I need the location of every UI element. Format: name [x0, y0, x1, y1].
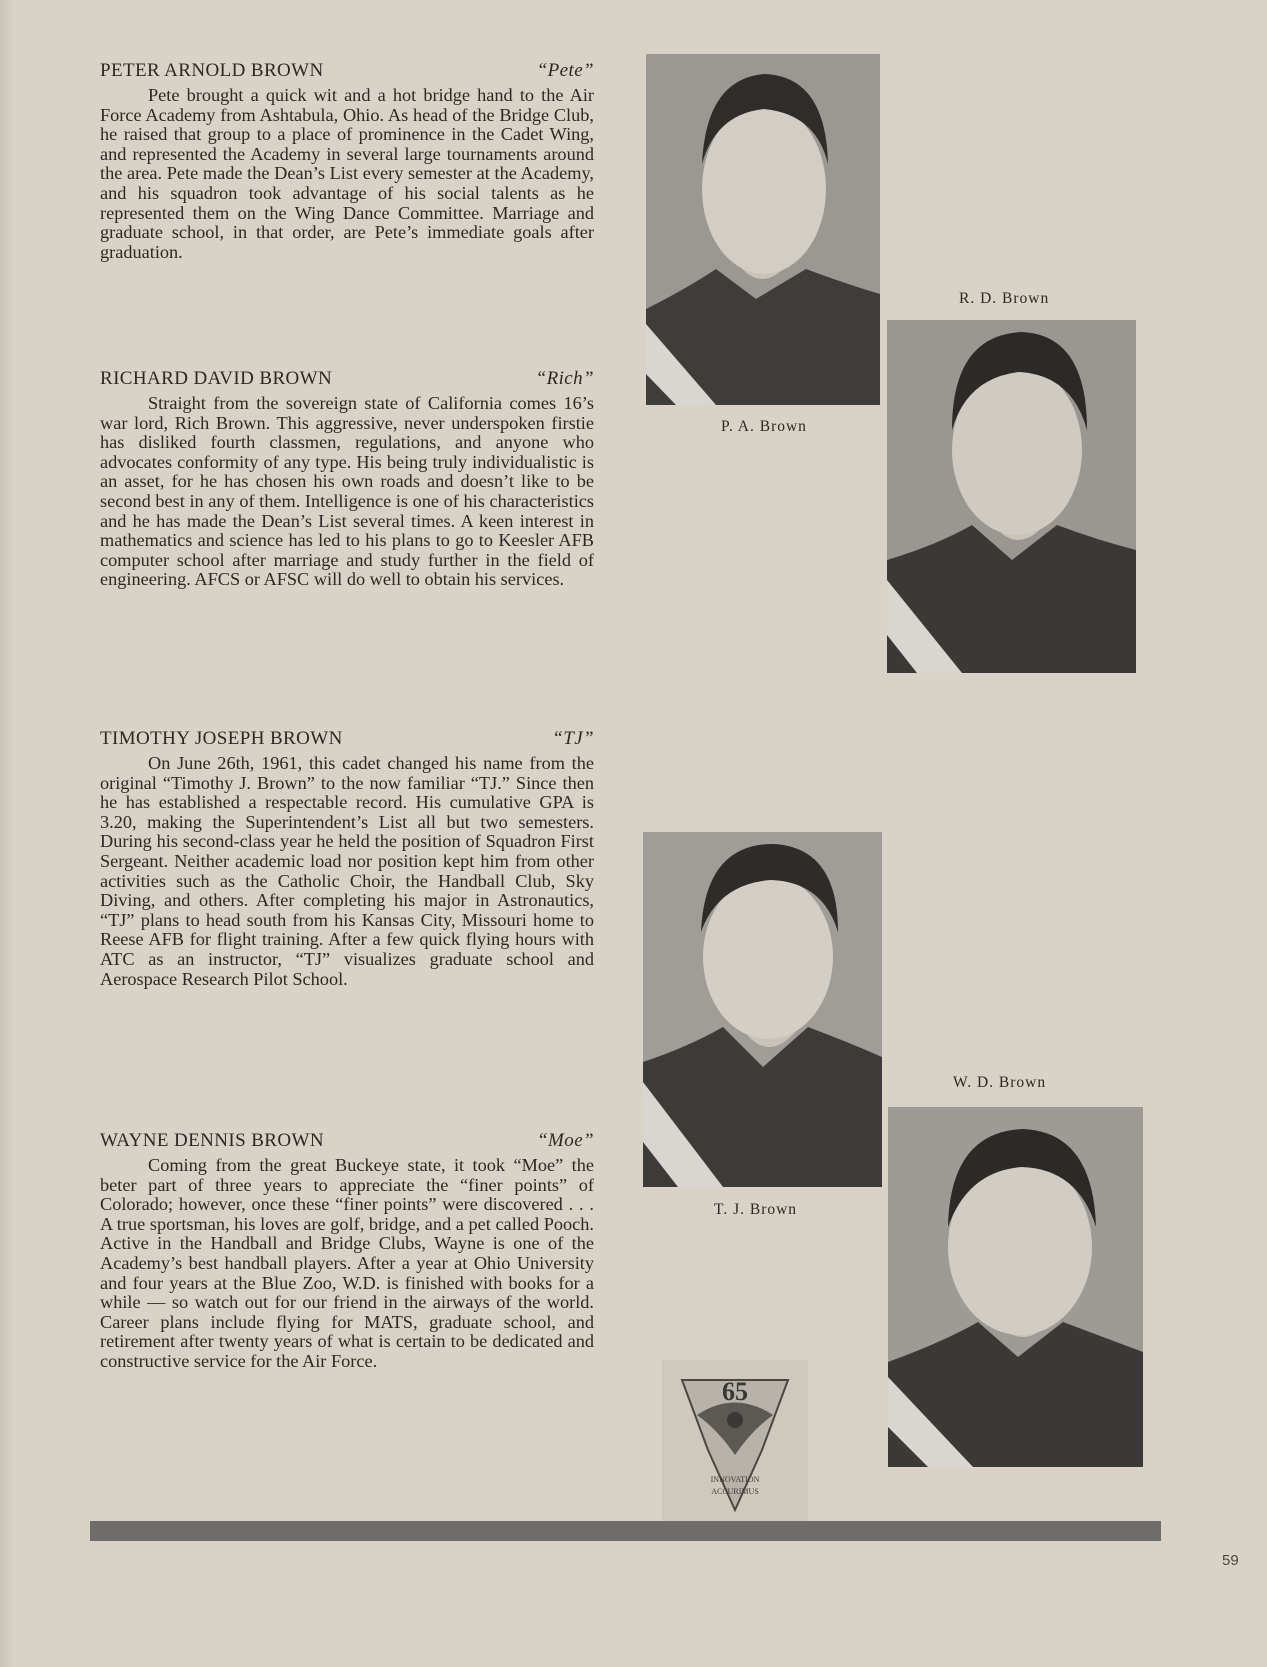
page-number: 59: [1222, 1552, 1239, 1569]
bio-entry-timothy: [100, 728, 594, 989]
class-crest-65: [662, 1360, 808, 1524]
bio-text: Pete brought a quick wit and a hot bridge hand to the Air Force Academy from Ashtabula, Ohio. As head of the Bridge Club, he raised that group to a place of prominence in the Cadet Wing, and represented the Academy in several large tournaments around the area. Pete made the Dean’s List every semester at the Academy, and his squadron took advantage of his social talents as he represented them on the Wing Dance Committee. Marriage and graduate school, in that order, are Pete’s immediate goals after graduation.: [100, 85, 594, 262]
bio-name: TIMOTHY JOSEPH BROWN: [100, 728, 343, 749]
bio-nickname: “TJ”: [552, 728, 594, 749]
bio-nickname: “Pete”: [536, 60, 594, 81]
caption-tj-brown: T. J. Brown: [714, 1201, 798, 1218]
bio-text: On June 26th, 1961, this cadet changed his name from the original “Timothy J. Brown” to the now familiar “TJ.” Since then he has established a respectable record. His cumulative GPA is 3.20, making the Superintendent’s List all but two semesters. During his second-class year he held the position of Squadron First Sergeant. Neither academic load nor position kept him from other activities such as the Catholic Choir, the Handball Club, Sky Diving, and others. After completing his major in Astronautics, “TJ” plans to head south from his Kansas City, Missouri home to Reese AFB for flight training. After a few quick flying hours with ATC as an instructor, “TJ” visualizes graduate school and Aerospace Research Pilot School.: [100, 753, 594, 989]
caption-rd-brown: R. D. Brown: [959, 290, 1050, 307]
crest-number: 65: [722, 1377, 748, 1406]
bio-text: Coming from the great Buckeye state, it took “Moe” the beter part of three years to appreciate the “finer points” of Colorado; however, once these “finer points” were discovered . . . A true sportsman, his loves are golf, bridge, and a pet called Pooch. Active in the Handball and Bridge Clubs, Wayne is one of the Academy’s best handball players. After a year at Ohio University and four years at the Blue Zoo, W.D. is finished with books for a while — so watch out for our friend in the airways of the world. Career plans include flying for MATS, graduate school, and retirement after twenty years of what is certain to be dedicated and constructive service for the Air Force.: [100, 1155, 594, 1371]
bio-name: WAYNE DENNIS BROWN: [100, 1130, 324, 1151]
portrait-wd-brown: [888, 1107, 1143, 1467]
bio-entry-richard: [100, 368, 594, 590]
bio-header: [100, 60, 594, 82]
crest-motto-bottom: ACCURIMUS: [711, 1487, 759, 1496]
bio-nickname: “Moe”: [537, 1130, 594, 1151]
footer-rule: [90, 1521, 1161, 1541]
bio-nickname: “Rich”: [535, 368, 594, 389]
bio-entry-peter: [100, 60, 594, 262]
bio-header: [100, 728, 594, 750]
caption-pa-brown: P. A. Brown: [721, 418, 807, 435]
bio-name: RICHARD DAVID BROWN: [100, 368, 333, 389]
portrait-tj-brown: [643, 832, 882, 1187]
page-edge: [0, 0, 14, 1667]
caption-wd-brown: W. D. Brown: [953, 1074, 1047, 1091]
crest-motto-top: INNOVATION: [710, 1475, 760, 1484]
bio-name: PETER ARNOLD BROWN: [100, 60, 324, 81]
bio-header: [100, 368, 594, 390]
bio-text: Straight from the sovereign state of California comes 16’s war lord, Rich Brown. This aggressive, never underspoken firstie has disliked fourth classmen, regulations, and anyone who advocates conformity of any type. His being truly individualistic is an asset, for he has chosen his own roads and doesn’t like to be second best in any of them. Intelligence is one of his characteristics and he has made the Dean’s List several times. A keen interest in mathematics and science has led to his plans to go to Keesler AFB computer school after marriage and study further in the field of engineering. AFCS or AFSC will do well to obtain his services.: [100, 393, 594, 590]
bio-entry-wayne: [100, 1130, 594, 1372]
portrait-pa-brown: [646, 54, 880, 405]
bio-header: [100, 1130, 594, 1152]
portrait-rd-brown: [887, 320, 1136, 673]
